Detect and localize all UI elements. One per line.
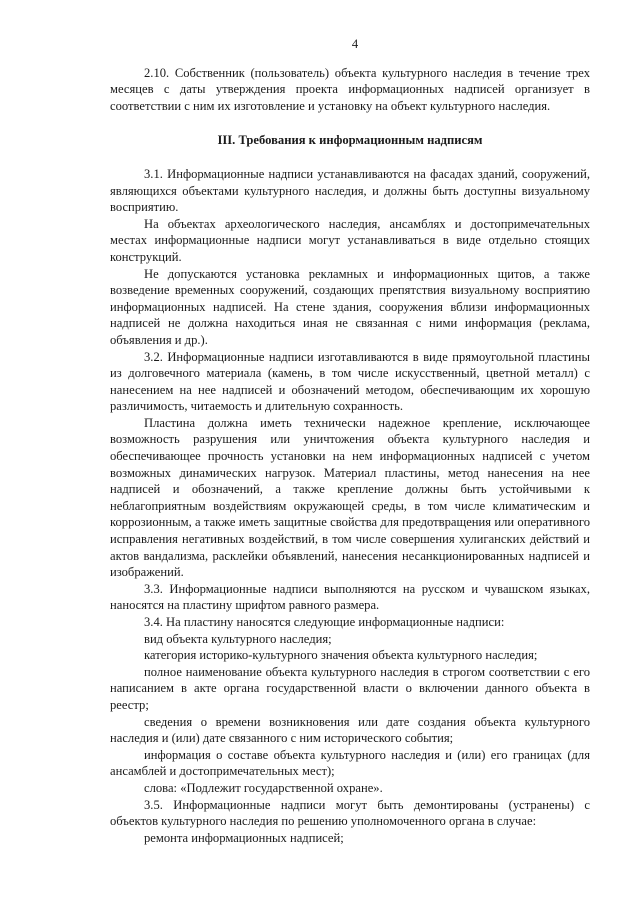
section-title: III. Требования к информационным надписям bbox=[217, 133, 483, 148]
paragraph: Пластина должна иметь технически надежное крепление, исключающее возможность разрушения или уничтожения объекта культурного наследия и обеспечивающее прочность установки на нем информационных надписей с учетом возможных динамических нагрузок. Материал пластины, метод нанесения на нее надписей и обозначений, а также крепление должны быть устойчивыми к неблагоприятным воздействиям окружающей среды, в том числе климатическим и коррозионным, а также иметь защитные свойства для предотвращения или оперативного исправления негативных воздействий, в том числе совершения хулиганских действий и актов вандализма, расклейки объявлений, нанесения несанкционированных надписей и изображений. bbox=[110, 415, 590, 580]
list-item: вид объекта культурного наследия; bbox=[144, 631, 332, 646]
paragraph-3-4: 3.4. На пластину наносятся следующие информационные надписи: bbox=[144, 615, 505, 629]
list-item: сведения о времени возникновения или дате создания объекта культурного наследия и (или) дате связанного с ним исторического события; bbox=[110, 714, 590, 746]
paragraph-3-1: 3.1. Информационные надписи устанавливаются на фасадах зданий, сооружений, являющихся объектами культурного наследия, и должны быть доступны визуальному восприятию. bbox=[110, 166, 590, 215]
list-item: категория историко-культурного значения объекта культурного наследия; bbox=[144, 648, 538, 663]
list-item: информация о составе объекта культурного наследия и (или) его границах (для ансамблей и достопримечательных мест); bbox=[110, 747, 590, 779]
paragraph: Не допускаются установка рекламных и информационных щитов, а также возведение временных сооружений, создающих препятствия визуальному восприятию информационных надписей. На стене здания, сооружения вблизи информационных надписей не должна находиться иная не связанная с ними информация (реклама, объявления и др.). bbox=[110, 266, 590, 347]
list-item: ремонта информационных надписей; bbox=[144, 830, 344, 845]
page-number: 4 bbox=[351, 37, 359, 51]
paragraph-3-5: 3.5. Информационные надписи могут быть демонтированы (устранены) с объектов культурного наследия по решению уполномоченного органа в случае: bbox=[110, 797, 590, 829]
paragraph: На объектах археологического наследия, ансамблях и достопримечательных местах информационные надписи могут устанавливаться в виде отдельно стоящих конструкций. bbox=[110, 216, 590, 264]
paragraph-3-2: 3.2. Информационные надписи изготавливаются в виде прямоугольной пластины из долговечного материала (камень, в том числе искусственный, цветной металл) с нанесением на нее надписей и обозначений методом, обеспечивающим их хорошую различимость, читаемость и длительную сохранность. bbox=[110, 349, 590, 414]
paragraph-2-10: 2.10. Собственник (пользователь) объекта культурного наследия в течение трех месяцев с даты утверждения проекта информационных надписей организует в соответствии с ним их изготовление и установку на объект культурного наследия. bbox=[110, 65, 590, 113]
list-item: слова: «Подлежит государственной охране». bbox=[144, 780, 383, 795]
list-item: полное наименование объекта культурного наследия в строгом соответствии с его написанием в акте органа государственной власти о включении данного объекта в реестр; bbox=[110, 664, 590, 712]
paragraph-3-3: 3.3. Информационные надписи выполняются на русском и чувашском языках, наносятся на пластину шрифтом равного размера. bbox=[110, 581, 590, 613]
